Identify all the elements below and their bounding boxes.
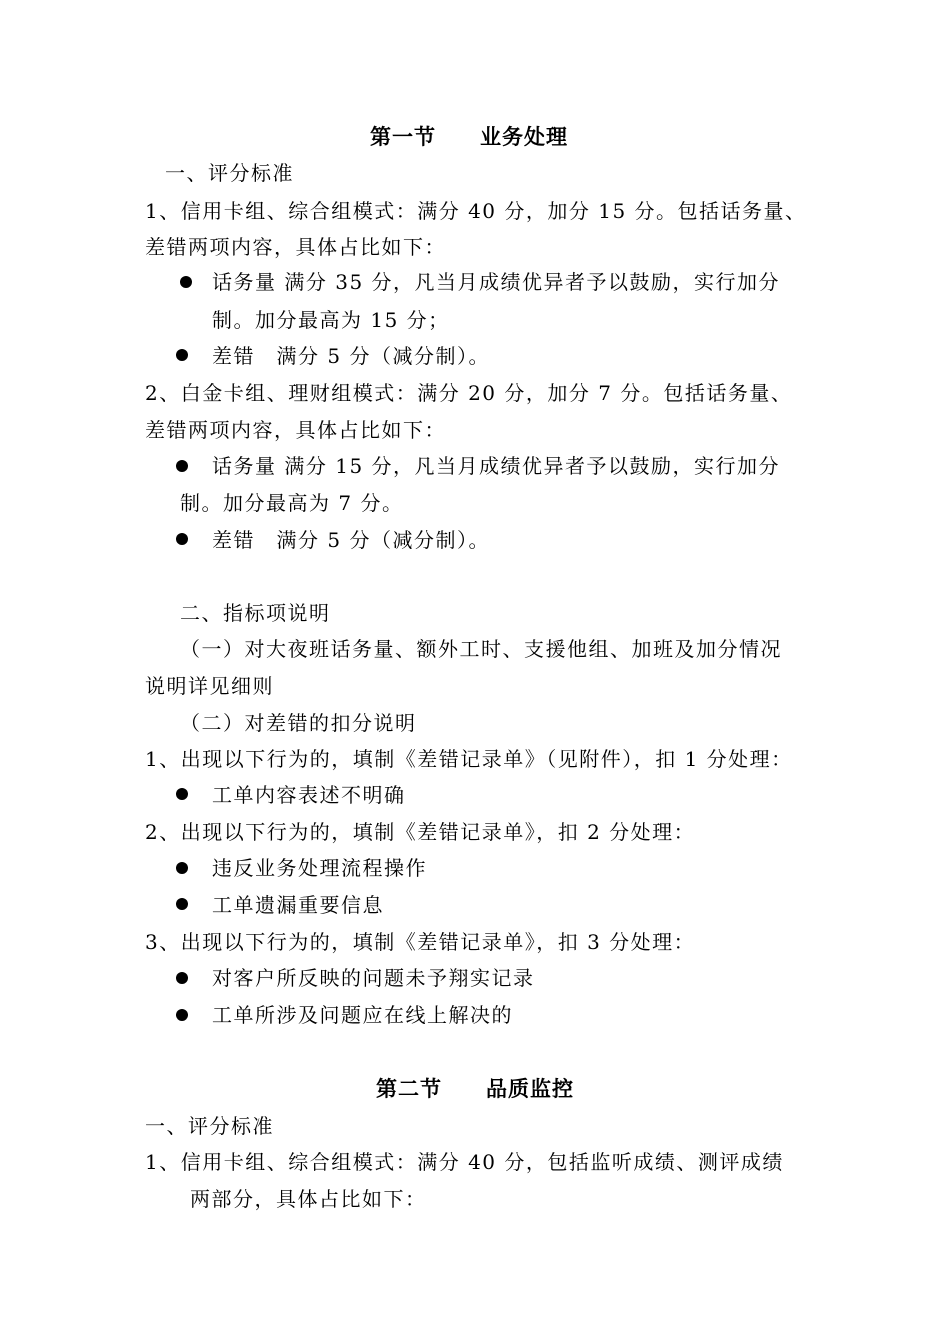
s1-item2-line2: 差错两项内容，具体占比如下： [145,418,446,442]
s1-indicators-heading: 二、指标项说明 [180,601,331,625]
section2-number: 第二节 [376,1076,442,1101]
s1-rule2: 2、出现以下行为的，填制《差错记录单》，扣 2 分处理： [145,820,696,844]
bullet-icon [176,460,188,472]
bullet-icon [176,898,188,910]
bullet-icon [176,788,188,800]
section2-title: 品质监控 [486,1076,574,1101]
bullet-icon [176,972,188,984]
s2-scoring-heading: 一、评分标准 [145,1114,274,1138]
section2-heading [376,1075,574,1103]
s1-rule1: 1、出现以下行为的，填制《差错记录单》（见附件），扣 1 分处理： [145,747,793,771]
s1-bullet1-line1: 话务量 满分 35 分，凡当月成绩优异者予以鼓励，实行加分 [212,270,781,294]
s1-rule3-bullet2: 工单所涉及问题应在线上解决的 [212,1003,513,1027]
s1-item1-line1: 1、信用卡组、综合组模式：满分 40 分，加分 15 分。包括话务量、 [145,199,807,223]
s1-item2-line1: 2、白金卡组、理财组模式：满分 20 分，加分 7 分。包括话务量、 [145,381,793,405]
s1-bullet3-line2: 制。加分最高为 7 分。 [180,491,404,515]
s1-bullet3-line1: 话务量 满分 15 分，凡当月成绩优异者予以鼓励，实行加分 [212,454,781,478]
s1-rule2-bullet1: 违反业务处理流程操作 [212,856,427,880]
s1-bullet2: 差错 满分 5 分（减分制）。 [212,344,490,368]
section1-title: 业务处理 [480,124,568,149]
bullet-icon [176,533,188,545]
s1-sub1-line2: 说明详见细则 [145,674,274,698]
s2-item1-line2: 两部分，具体占比如下： [190,1187,427,1211]
s1-bullet1-line2: 制。加分最高为 15 分； [212,308,450,332]
section1-heading [370,123,568,151]
s1-item1-line2: 差错两项内容，具体占比如下： [145,235,446,259]
s1-sub1-line1: （一）对大夜班话务量、额外工时、支援他组、加班及加分情况 [180,637,782,661]
bullet-icon [176,349,188,361]
bullet-icon [176,1009,188,1021]
bullet-icon [180,276,192,288]
s1-rule1-bullet1: 工单内容表述不明确 [212,783,406,807]
s2-item1-line1: 1、信用卡组、综合组模式：满分 40 分，包括监听成绩、测评成绩 [145,1150,784,1174]
bullet-icon [176,862,188,874]
section1-number: 第一节 [370,124,436,149]
s1-rule2-bullet2: 工单遗漏重要信息 [212,893,384,917]
s1-rule3-bullet1: 对客户所反映的问题未予翔实记录 [212,966,535,990]
s1-bullet4: 差错 满分 5 分（减分制）。 [212,528,490,552]
s1-rule3: 3、出现以下行为的，填制《差错记录单》，扣 3 分处理： [145,930,696,954]
s1-scoring-heading: 一、评分标准 [165,161,294,185]
s1-sub2: （二）对差错的扣分说明 [180,711,417,735]
